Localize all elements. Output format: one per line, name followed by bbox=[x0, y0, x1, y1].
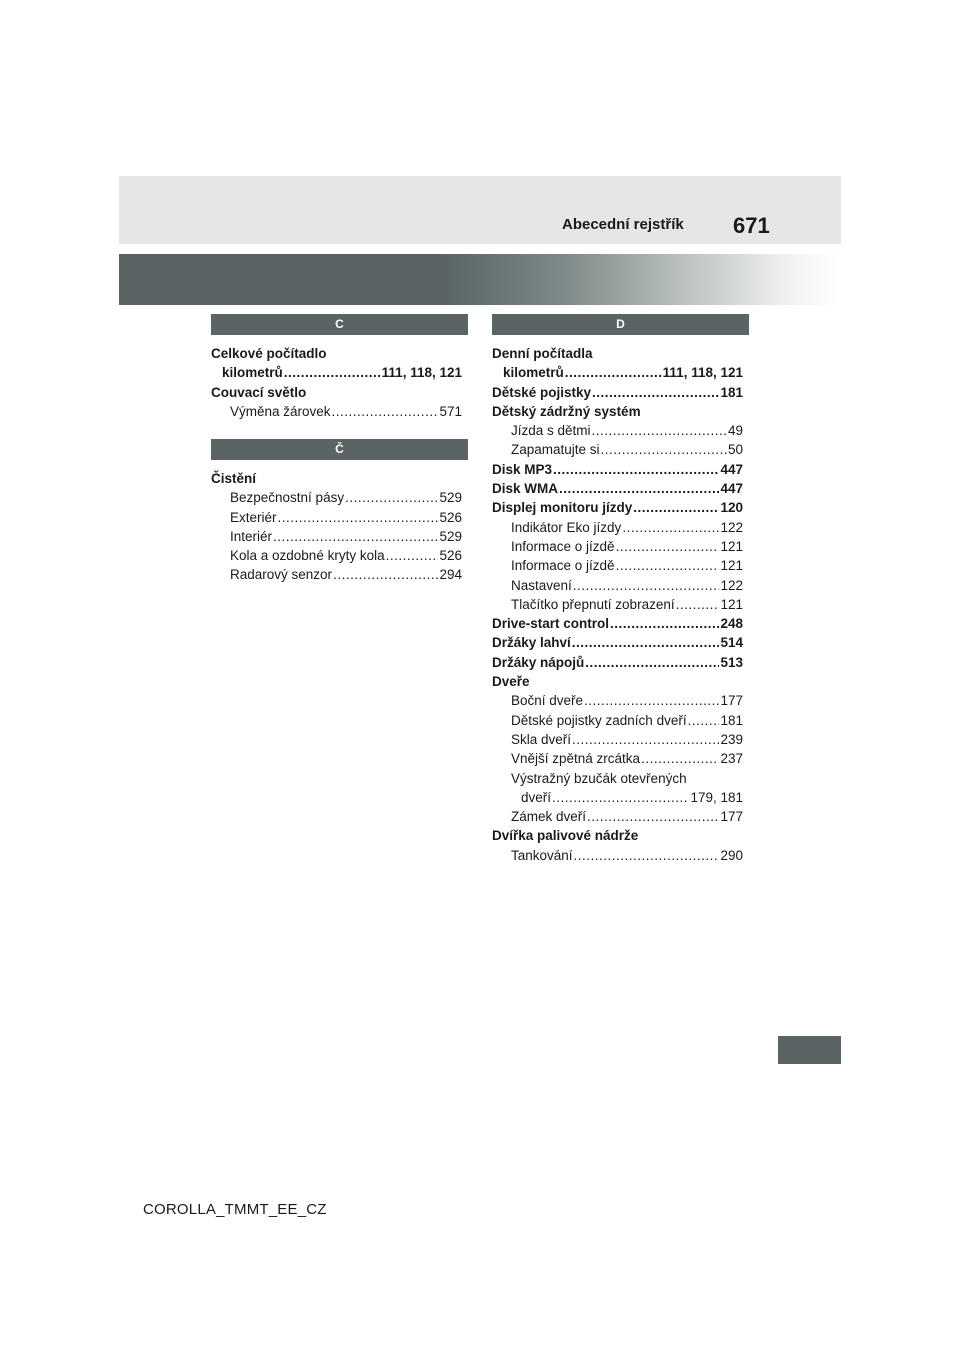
thumb-index-tab bbox=[778, 1036, 841, 1064]
entry-label: Boční dveře bbox=[511, 693, 584, 709]
dot-leader bbox=[552, 788, 689, 807]
entry-label: Informace o jízdě bbox=[511, 558, 615, 574]
index-entry bbox=[492, 633, 743, 652]
index-entry bbox=[211, 402, 462, 421]
index-entry bbox=[211, 527, 462, 546]
index-entry bbox=[492, 807, 743, 826]
entry-label: Tlačítko přepnutí zobrazení bbox=[511, 596, 675, 612]
entry-page-number: 571 bbox=[439, 403, 462, 419]
entry-page-number: 111, 118, 121 bbox=[381, 365, 462, 381]
entry-label: Radarový senzor bbox=[230, 567, 333, 583]
entry-label: Kola a ozdobné kryty kola bbox=[230, 548, 385, 564]
entry-label: Držáky nápojů bbox=[492, 654, 585, 670]
dot-leader bbox=[633, 498, 719, 517]
entry-label: Disk MP3 bbox=[492, 461, 553, 477]
entry-label: Výstražný bzučák otevřených bbox=[511, 770, 687, 786]
dot-leader bbox=[345, 488, 438, 507]
entry-label: Interiér bbox=[230, 528, 273, 544]
entry-label: Denní počítadla bbox=[492, 346, 593, 361]
index-entry bbox=[211, 546, 462, 565]
index-entry bbox=[492, 614, 743, 633]
index-entry bbox=[211, 469, 462, 488]
entry-page-number: 181 bbox=[720, 712, 743, 728]
entry-page-number: 122 bbox=[720, 577, 743, 593]
dot-leader bbox=[559, 479, 719, 498]
entry-page-number: 239 bbox=[720, 731, 743, 747]
index-entry bbox=[492, 440, 743, 459]
entry-label: Dětský zádržný systém bbox=[492, 403, 641, 419]
entry-label: Dvířka palivové nádrže bbox=[492, 828, 639, 844]
index-entry bbox=[492, 826, 743, 845]
page-number: 671 bbox=[733, 213, 770, 238]
index-entry bbox=[492, 711, 743, 730]
dot-leader bbox=[278, 508, 439, 527]
index-entry bbox=[492, 460, 743, 479]
entry-page-number: 121 bbox=[720, 596, 743, 612]
entry-page-number: 514 bbox=[720, 635, 743, 651]
index-entry bbox=[492, 595, 743, 614]
entry-label: Celkové počítadlo bbox=[211, 346, 327, 361]
entry-page-number: 529 bbox=[439, 528, 462, 544]
index-entry bbox=[211, 488, 462, 507]
entry-label: Couvací světlo bbox=[211, 384, 307, 400]
entry-page-number: 290 bbox=[720, 847, 743, 863]
entry-page-number: 111, 118, 121 bbox=[662, 365, 743, 381]
index-entry bbox=[492, 749, 743, 768]
entry-page-number: 122 bbox=[720, 519, 743, 535]
entry-page-number: 181 bbox=[720, 384, 743, 400]
entry-page-number: 294 bbox=[439, 567, 462, 583]
dot-leader bbox=[587, 807, 719, 826]
index-entry bbox=[211, 344, 462, 363]
index-entry bbox=[211, 565, 462, 584]
section-header-d: D bbox=[492, 314, 749, 335]
dot-leader bbox=[573, 576, 720, 595]
entry-page-number: 50 bbox=[727, 442, 743, 458]
entry-page-number: 121 bbox=[720, 538, 743, 554]
entry-label: dveří bbox=[521, 789, 552, 805]
dot-leader bbox=[688, 711, 720, 730]
entry-page-number: 120 bbox=[720, 500, 743, 516]
entry-label: Dětské pojistky bbox=[492, 384, 592, 400]
dot-leader bbox=[553, 460, 719, 479]
index-entry bbox=[211, 363, 462, 382]
section-header-c-caron: Č bbox=[211, 439, 468, 460]
entry-label: Disk WMA bbox=[492, 481, 559, 497]
index-entry bbox=[492, 383, 743, 402]
dot-leader bbox=[585, 653, 719, 672]
entry-label: Tankování bbox=[511, 847, 573, 863]
entry-page-number: 49 bbox=[727, 423, 743, 439]
entry-label: Vnější zpětná zrcátka bbox=[511, 751, 641, 767]
index-list-d bbox=[492, 344, 743, 865]
entry-page-number: 526 bbox=[439, 509, 462, 525]
index-entry bbox=[492, 576, 743, 595]
index-entry bbox=[492, 421, 743, 440]
dot-leader bbox=[616, 556, 720, 575]
index-entry bbox=[492, 672, 743, 691]
dot-leader bbox=[601, 440, 727, 459]
dot-leader bbox=[592, 383, 719, 402]
index-entry bbox=[211, 508, 462, 527]
index-entry bbox=[492, 498, 743, 517]
dot-leader bbox=[616, 537, 720, 556]
index-entry bbox=[492, 402, 743, 421]
index-entry bbox=[492, 479, 743, 498]
section-header-c: C bbox=[211, 314, 468, 335]
index-entry bbox=[211, 383, 462, 402]
entry-label: Čistění bbox=[211, 471, 257, 486]
entry-page-number: 529 bbox=[439, 490, 462, 506]
entry-label: Výměna žárovek bbox=[230, 403, 331, 419]
dot-leader bbox=[622, 518, 719, 537]
entry-label: Drive-start control bbox=[492, 616, 610, 632]
entry-page-number: 447 bbox=[720, 461, 743, 477]
entry-page-number: 513 bbox=[720, 654, 743, 670]
dot-leader bbox=[584, 691, 719, 710]
entry-page-number: 179, 181 bbox=[690, 789, 743, 805]
section-title: Abecední rejstřík bbox=[562, 216, 684, 233]
dot-leader bbox=[572, 633, 720, 652]
entry-label: kilometrů bbox=[503, 365, 564, 381]
entry-page-number: 177 bbox=[720, 809, 743, 825]
entry-page-number: 447 bbox=[720, 481, 743, 497]
entry-page-number: 121 bbox=[720, 558, 743, 574]
dot-leader bbox=[610, 614, 719, 633]
entry-label: Displej monitoru jízdy bbox=[492, 500, 633, 516]
entry-page-number: 237 bbox=[720, 751, 743, 767]
entry-label: Exteriér bbox=[230, 509, 277, 525]
entry-label: Nastavení bbox=[511, 577, 572, 593]
index-list-c bbox=[211, 344, 462, 421]
entry-label: Bezpečnostní pásy bbox=[230, 490, 345, 506]
entry-label: Zapamatujte si bbox=[511, 442, 600, 458]
entry-label: Jízda s dětmi bbox=[511, 423, 591, 439]
index-list-c-caron bbox=[211, 469, 462, 585]
index-entry bbox=[492, 730, 743, 749]
entry-page-number: 526 bbox=[439, 548, 462, 564]
dot-leader bbox=[273, 527, 438, 546]
entry-label: Informace o jízdě bbox=[511, 538, 615, 554]
index-entry bbox=[492, 537, 743, 556]
index-entry bbox=[492, 691, 743, 710]
index-entry bbox=[492, 769, 743, 788]
entry-page-number: 248 bbox=[720, 616, 743, 632]
dot-leader bbox=[574, 846, 720, 865]
index-entry bbox=[492, 788, 743, 807]
index-entry bbox=[492, 556, 743, 575]
dot-leader bbox=[386, 546, 439, 565]
document-code: COROLLA_TMMT_EE_CZ bbox=[143, 1201, 327, 1218]
dot-leader bbox=[332, 402, 439, 421]
index-entry bbox=[492, 653, 743, 672]
entry-page-number: 177 bbox=[720, 693, 743, 709]
index-entry bbox=[492, 363, 743, 382]
entry-label: Držáky lahví bbox=[492, 635, 571, 651]
dot-leader bbox=[284, 363, 381, 382]
entry-label: Skla dveří bbox=[511, 731, 572, 747]
dot-leader bbox=[641, 749, 719, 768]
index-entry bbox=[492, 344, 743, 363]
dot-leader bbox=[592, 421, 727, 440]
index-entry bbox=[492, 518, 743, 537]
dot-leader bbox=[565, 363, 662, 382]
dot-leader bbox=[333, 565, 438, 584]
entry-label: Indikátor Eko jízdy bbox=[511, 519, 622, 535]
dot-leader bbox=[572, 730, 719, 749]
entry-label: Dětské pojistky zadních dveří bbox=[511, 712, 687, 728]
entry-label: Dveře bbox=[492, 674, 530, 690]
index-entry bbox=[492, 846, 743, 865]
entry-label: kilometrů bbox=[222, 365, 283, 381]
entry-label: Zámek dveří bbox=[511, 809, 587, 825]
decorative-gradient-bar bbox=[119, 254, 841, 305]
dot-leader bbox=[676, 595, 720, 614]
